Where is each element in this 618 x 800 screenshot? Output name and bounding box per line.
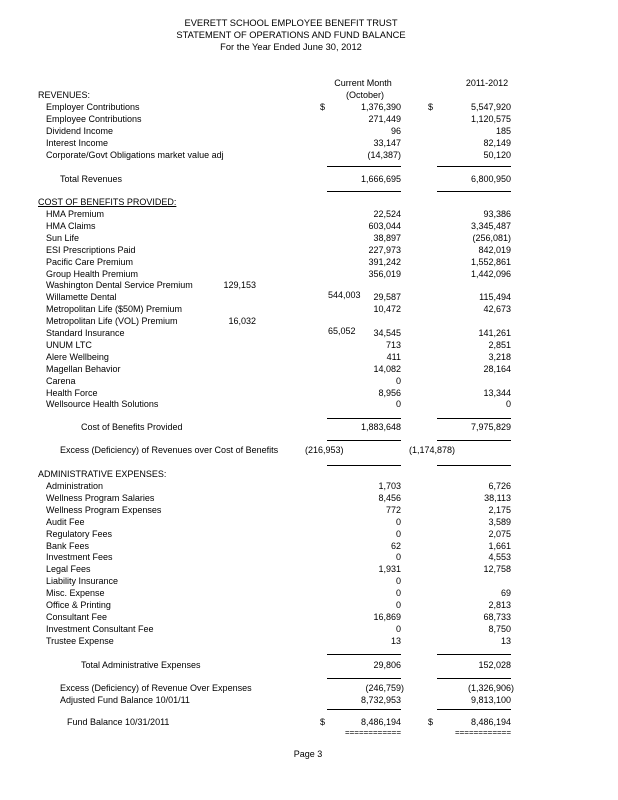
- excess-over-expenses-label: Excess (Deficiency) of Revenue Over Expenses: [60, 683, 252, 693]
- fund-balance-current: 8,486,194: [360, 717, 401, 727]
- benefit-row-current: 22,524: [373, 209, 401, 219]
- benefit-row-misplaced-value: 16,032: [228, 316, 256, 327]
- admin-row-current: 0: [395, 528, 401, 539]
- admin-row-label: Legal Fees: [46, 564, 91, 575]
- column-header-current-month: Current Month: [334, 78, 392, 88]
- admin-row-current: 772: [385, 504, 401, 515]
- benefit-row-label: Health Force: [46, 387, 98, 398]
- revenues-subtotal-rule-current: [327, 166, 401, 167]
- benefit-row-current: 603,044: [368, 220, 401, 231]
- adjusted-fund-balance-ytd: 9,813,100: [470, 695, 511, 705]
- admin-subtotal-rule-current: [327, 654, 401, 655]
- benefit-row-ytd: 13,344: [483, 387, 511, 398]
- benefit-row-current: 34,545: [373, 328, 401, 338]
- benefit-row-label: Standard Insurance: [46, 328, 125, 338]
- admin-row-ytd: 2,075: [488, 528, 511, 539]
- benefits-total-rule-current: [327, 440, 401, 441]
- fund-balance-double-rule-ytd: ============: [454, 728, 511, 737]
- revenues-subtotal-rule-ytd: [437, 166, 511, 167]
- benefit-row-ytd: 2,851: [488, 339, 511, 350]
- revenue-row-current: 1,376,390: [360, 102, 401, 112]
- revenue-row-label: Interest Income: [46, 138, 109, 148]
- benefit-row-label: Alere Wellbeing: [46, 351, 109, 362]
- benefit-row-current: 0: [395, 375, 401, 386]
- admin-row-ytd: 3,589: [488, 516, 511, 527]
- benefit-row-misplaced-current: 65,052: [328, 326, 356, 337]
- report-title-line-1: EVERETT SCHOOL EMPLOYEE BENEFIT TRUST: [184, 18, 398, 28]
- benefit-row-current: 227,973: [368, 244, 401, 255]
- admin-row-label: Bank Fees: [46, 540, 90, 551]
- admin-row-label: Liability Insurance: [46, 576, 119, 587]
- admin-subtotal-rule-ytd: [437, 654, 511, 655]
- benefit-row-label: HMA Claims: [46, 220, 96, 231]
- fund-balance-ytd: 8,486,194: [470, 717, 511, 727]
- admin-row-current: 16,869: [373, 611, 401, 622]
- benefit-row-ytd: 115,494: [479, 292, 511, 303]
- benefits-subtotal-rule-current: [327, 418, 401, 419]
- admin-row-current: 0: [395, 600, 401, 610]
- admin-row-current: 0: [395, 576, 401, 587]
- adjusted-fund-balance-current: 8,732,953: [360, 695, 401, 705]
- benefits-subtotal-rule-ytd: [437, 418, 511, 419]
- revenue-row-current: 96: [390, 126, 401, 136]
- admin-row-current: 0: [395, 516, 401, 527]
- benefit-row-current: 38,897: [373, 232, 401, 243]
- revenues-heading: REVENUES:: [38, 90, 91, 100]
- benefit-row-current: 356,019: [368, 268, 401, 279]
- excess-rule-current: [327, 465, 401, 466]
- benefit-row-ytd: 141,261: [478, 328, 511, 338]
- benefit-row-current: 29,587: [373, 292, 401, 303]
- admin-row-ytd: 4,553: [488, 552, 511, 563]
- benefit-row-label: Willamette Dental: [46, 292, 117, 303]
- column-header-ytd: 2011-2012: [465, 78, 509, 88]
- benefit-row-label: Metropolitan Life (VOL) Premium: [46, 316, 178, 327]
- total-revenues-ytd: 6,800,950: [470, 174, 511, 184]
- benefit-row-label: Group Health Premium: [46, 268, 139, 279]
- revenue-row-label: Corporate/Govt Obligations market value adj: [46, 150, 224, 160]
- admin-row-label: Trustee Expense: [46, 635, 114, 646]
- benefit-row-ytd: 3,345,487: [470, 220, 511, 231]
- benefit-row-current: 411: [386, 351, 401, 362]
- admin-row-ytd: 68,733: [483, 611, 511, 622]
- admin-row-label: Wellness Program Salaries: [46, 492, 155, 503]
- revenue-row-ytd: 1,120,575: [470, 114, 511, 124]
- excess-over-expenses-current: (246,759): [365, 683, 404, 693]
- admin-row-ytd: 38,113: [484, 492, 511, 503]
- excess-over-benefits-ytd: (1,174,878): [409, 445, 456, 455]
- revenue-row-label: Employer Contributions: [46, 102, 140, 112]
- admin-total-rule-ytd: [437, 678, 511, 679]
- admin-row-current: 8,456: [378, 492, 401, 503]
- admin-row-label: Regulatory Fees: [46, 528, 113, 539]
- admin-row-current: 0: [395, 588, 401, 599]
- adjusted-fund-balance-label: Adjusted Fund Balance 10/01/11: [60, 695, 190, 705]
- admin-row-current: 1,703: [378, 481, 401, 491]
- admin-row-current: 13: [390, 635, 401, 646]
- admin-row-ytd: 1,661: [488, 540, 511, 551]
- benefits-total-rule-ytd: [437, 440, 511, 441]
- revenue-row-ytd: 82,149: [483, 138, 511, 148]
- summary-rule-current: [327, 709, 401, 710]
- cost-of-benefits-label: Cost of Benefits Provided: [81, 422, 183, 432]
- benefits-heading: COST OF BENEFITS PROVIDED:: [38, 197, 177, 207]
- excess-rule-ytd: [437, 465, 511, 466]
- total-revenues-label: Total Revenues: [60, 174, 123, 184]
- page-number: Page 3: [293, 749, 323, 759]
- admin-row-label: Consultant Fee: [46, 611, 108, 622]
- admin-row-ytd: 13: [500, 635, 511, 646]
- admin-row-label: Administration: [46, 481, 104, 491]
- revenue-row-label: Employee Contributions: [46, 114, 142, 124]
- benefit-row-ytd: 3,218: [488, 351, 511, 362]
- summary-rule-ytd: [437, 709, 511, 710]
- revenue-row-ytd: 185: [495, 126, 511, 136]
- admin-row-label: Misc. Expense: [46, 588, 105, 599]
- fund-balance-ytd-dollar: $: [428, 717, 434, 727]
- benefit-row-label: UNUM LTC: [46, 339, 92, 350]
- excess-over-benefits-label: Excess (Deficiency) of Revenues over Cost of Benefits: [60, 445, 279, 455]
- total-revenues-current: 1,666,695: [360, 174, 401, 184]
- revenue-row-label: Dividend Income: [46, 126, 114, 136]
- benefit-row-current: 10,472: [373, 304, 401, 315]
- benefit-row-label: Pacific Care Premium: [46, 256, 134, 267]
- total-admin-current: 29,806: [373, 660, 401, 670]
- benefit-row-misplaced-current: 544,003: [328, 290, 361, 301]
- total-admin-ytd: 152,028: [478, 660, 511, 670]
- benefit-row-ytd: 42,673: [483, 304, 511, 315]
- revenue-row-ytd: 50,120: [483, 150, 511, 160]
- admin-row-label: Wellness Program Expenses: [46, 504, 162, 515]
- fund-balance-current-dollar: $: [320, 717, 326, 727]
- benefit-row-current: 8,956: [378, 387, 401, 398]
- fund-balance-double-rule-current: ============: [344, 728, 401, 737]
- revenue-row-current: (14,387): [367, 150, 401, 160]
- benefit-row-ytd: 1,442,096: [470, 268, 511, 279]
- fund-balance-label: Fund Balance 10/31/2011: [67, 717, 170, 727]
- benefit-row-label: Wellsource Health Solutions: [46, 399, 159, 410]
- benefit-row-ytd: (256,081): [472, 232, 511, 243]
- admin-row-current: 62: [390, 540, 401, 551]
- excess-over-benefits-current: (216,953): [305, 445, 344, 455]
- admin-total-rule-current: [327, 678, 401, 679]
- cost-of-benefits-ytd: 7,975,829: [470, 422, 511, 432]
- admin-row-ytd: 8,750: [488, 623, 511, 634]
- benefit-row-label: ESI Prescriptions Paid: [46, 244, 136, 255]
- revenue-row-ytd: 5,547,920: [470, 102, 511, 112]
- revenue-row-ytd-dollar: $: [428, 102, 434, 112]
- benefit-row-label: Magellan Behavior: [46, 363, 121, 374]
- benefit-row-label: Sun Life: [46, 232, 80, 243]
- benefit-row-ytd: 93,386: [483, 209, 511, 219]
- admin-row-label: Investment Consultant Fee: [46, 623, 154, 634]
- report-title-line-2: STATEMENT OF OPERATIONS AND FUND BALANCE: [176, 30, 406, 40]
- revenue-row-current: 271,449: [368, 114, 401, 124]
- revenues-total-rule-current: [327, 191, 401, 192]
- benefit-row-label: Metropolitan Life ($50M) Premium: [46, 304, 183, 315]
- admin-row-current: 0: [395, 623, 401, 634]
- benefit-row-ytd: 1,552,861: [470, 256, 511, 267]
- admin-row-label: Office & Printing: [46, 600, 111, 610]
- benefit-row-label: HMA Premium: [46, 209, 105, 219]
- admin-row-ytd: 2,175: [488, 504, 511, 515]
- revenues-total-rule-ytd: [437, 191, 511, 192]
- benefit-row-label: Washington Dental Service Premium: [46, 280, 193, 291]
- revenue-row-current-dollar: $: [320, 102, 326, 112]
- admin-row-label: Investment Fees: [46, 552, 113, 563]
- admin-row-ytd: 69: [500, 588, 511, 599]
- benefit-row-label: Carena: [46, 375, 76, 386]
- benefit-row-current: 391,242: [368, 256, 401, 267]
- revenue-row-current: 33,147: [373, 138, 401, 148]
- benefit-row-current: 713: [385, 339, 401, 350]
- admin-row-current: 1,931: [378, 564, 401, 575]
- column-header-october: (October): [345, 90, 385, 100]
- benefit-row-ytd: 842,019: [478, 244, 511, 255]
- benefit-row-current: 0: [395, 399, 401, 410]
- benefit-row-misplaced-value: 129,153: [223, 280, 256, 291]
- cost-of-benefits-current: 1,883,648: [360, 422, 401, 432]
- total-admin-label: Total Administrative Expenses: [81, 660, 201, 670]
- admin-row-current: 0: [395, 552, 401, 563]
- benefit-row-ytd: 28,164: [483, 363, 511, 374]
- admin-row-ytd: 12,758: [483, 564, 511, 575]
- admin-heading: ADMINISTRATIVE EXPENSES:: [38, 469, 167, 479]
- report-title-line-3: For the Year Ended June 30, 2012: [220, 42, 362, 52]
- admin-row-ytd: 6,726: [488, 481, 511, 491]
- excess-over-expenses-ytd: (1,326,906): [467, 683, 514, 693]
- admin-row-ytd: 2,813: [488, 600, 511, 610]
- benefit-row-current: 14,082: [373, 363, 401, 374]
- benefit-row-ytd: 0: [505, 399, 511, 410]
- admin-row-label: Audit Fee: [46, 516, 85, 527]
